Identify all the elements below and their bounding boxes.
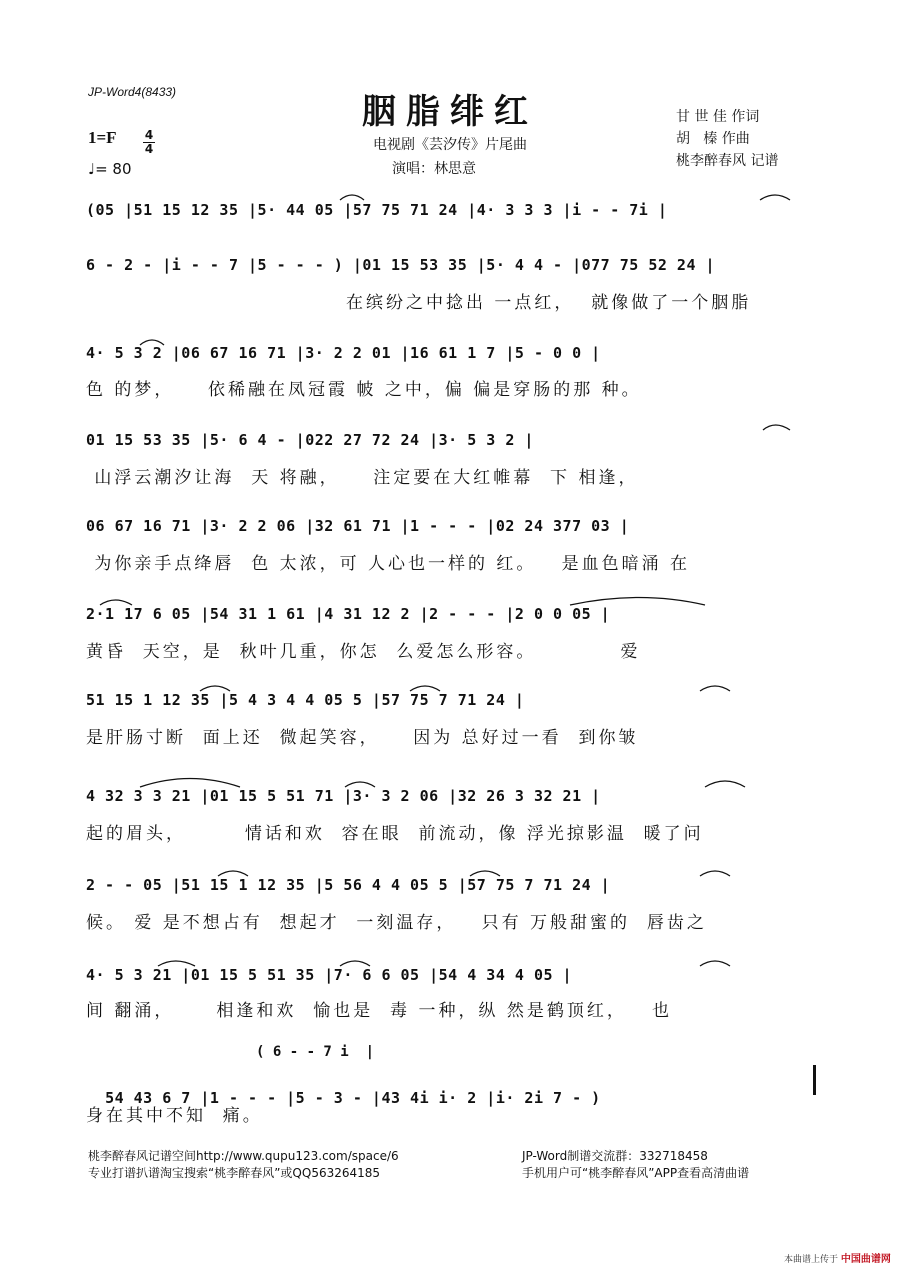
notes-line: 06 67 16 71 |3· 2 2 06 |32 61 71 |1 - - - |02 24 377 03 |	[86, 517, 630, 535]
notes-line: 51 15 1 12 35 |5 4 3 4 4 05 5 |57 75 7 71 24 |	[86, 691, 525, 709]
lyrics-line: 候。 爱 是不想占有 想起才 一刻温存， 只有 万般甜蜜的 唇齿之	[86, 913, 707, 933]
lyrics-line: 色 的梦， 依稀融在凤冠霞 帔 之中，偏 偏是穿肠的那 种。	[86, 380, 642, 400]
software-tag: JP-Word4(8433)	[88, 85, 177, 99]
footer-left	[88, 1148, 399, 1182]
coda-notes: ( 6 - - 7 i |	[256, 1044, 375, 1060]
lyrics-line: 起的眉头， 情话和欢 容在眼 前流动，像 浮光掠影温 暖了问	[86, 824, 704, 844]
time-top: 4	[144, 128, 154, 142]
singer: 演唱：林思意	[392, 161, 476, 177]
notes-line: 2 - - 05 |51 15 1 12 35 |5 56 4 4 05 5 |57 75 7 71 24 |	[86, 876, 611, 894]
time-bottom: 4	[144, 142, 154, 156]
lyrics-line: 山浮云潮汐让海 天 将融， 注定要在大红帷幕 下 相逢，	[86, 468, 639, 488]
footer-right	[522, 1148, 749, 1182]
footer-right-line2: 手机用户可“桃李醉春风”APP查看高清曲谱	[522, 1166, 750, 1180]
notes-line: 6 - 2 - |i - - 7 |5 - - - ) |01 15 53 35 |5· 4 4 - |077 75 52 24 |	[86, 256, 716, 274]
footer-right-line1: JP-Word制谱交流群：332718458	[522, 1149, 708, 1163]
lyricist: 甘 世 佳 作词	[676, 109, 760, 125]
footer-left-line2: 专业打谱扒谱淘宝搜索“桃李醉春风”或QQ563264185	[88, 1166, 381, 1180]
notes-line: 4 32 3 3 21 |01 15 5 51 71 |3· 3 2 06 |32 26 3 32 21 |	[86, 787, 601, 805]
notes-line: 4· 5 3 21 |01 15 5 51 35 |7· 6 6 05 |54 4 34 4 05 |	[86, 966, 573, 984]
lyrics-line: 在缤纷之中捻出 一点红， 就像做了一个胭脂	[346, 293, 752, 313]
notes-line: 2·1 17 6 05 |54 31 1 61 |4 31 12 2 |2 - - - |2 0 0 05 |	[86, 605, 611, 623]
lyrics-line: 是肝肠寸断 面上还 微起笑容， 因为 总好过一看 到你皱	[86, 728, 639, 748]
subtitle: 电视剧《芸汐传》片尾曲	[373, 137, 527, 153]
page-title: 胭脂绯红	[362, 92, 538, 132]
lyrics-line: 身在其中不知 痛。	[86, 1106, 263, 1126]
upload-note: 本曲谱上传于	[784, 1255, 839, 1265]
notes-line: 01 15 53 35 |5· 6 4 - |022 27 72 24 |3· 5 3 2 |	[86, 431, 534, 449]
tempo-marking: ♩= 80	[88, 160, 132, 178]
site-logo	[784, 1250, 891, 1265]
notes-line: (05 |51 15 12 35 |5· 44 05 |57 75 71 24 |4· 3 3 3 |i - - 7i |	[86, 201, 668, 219]
lyrics-line: 黄昏 天空，是 秋叶几重，你怎 么爱怎么形容。 爱	[86, 642, 641, 662]
key-signature: 1=F	[88, 128, 117, 147]
transcriber: 桃李醉春风 记谱	[676, 153, 779, 169]
site-logo-text: 中国曲谱网	[840, 1254, 891, 1265]
footer-left-line1: 桃李醉春风记谱空间http://www.qupu123.com/space/6	[88, 1149, 399, 1163]
lyrics-line: 为你亲手点绛唇 色 太浓，可 人心也一样的 红。 是血色暗涌 在	[86, 554, 691, 574]
composer: 胡 榛 作曲	[676, 131, 750, 147]
notes-line: 4· 5 3 2 |06 67 16 71 |3· 2 2 01 |16 61 1 7 |5 - 0 0 |	[86, 344, 601, 362]
final-notes-text: 54 43 6 7 |1 - - - |5 - 3 - |43 4i i· 2 |i· 2i 7 - )	[105, 1089, 611, 1107]
lyrics-line: 间 翻涌， 相逢和欢 愉也是 毒 一种，纵 然是鹤顶红， 也	[86, 1001, 673, 1021]
